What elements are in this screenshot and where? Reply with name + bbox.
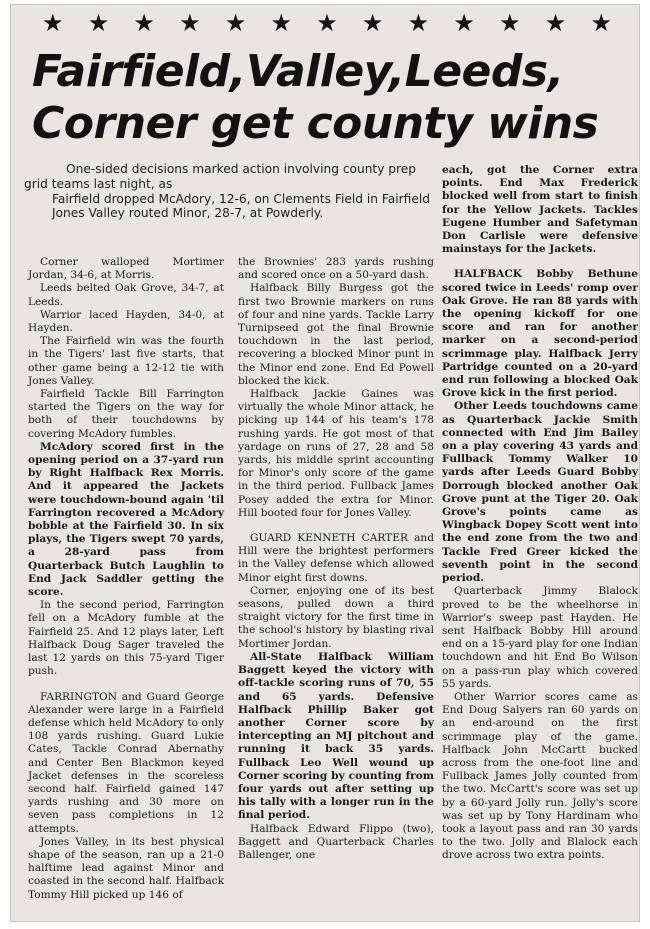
star-icon: ★ [407,9,430,37]
paragraph: McAdory scored first in the opening period on a 37-yard run by Right Halfback Rex Morris. And it appeared the Jackets were touchdown-bound again 'til Farrington recovered a McAdory bobble at the Fairfield 30. In six plays, the Tigers swept 70 yards, a 28-yard pass from Quarterback Butch Laughlin to End Jack Saddler getting the score. [28,440,224,599]
star-icon: ★ [133,9,155,37]
article-column-3 [442,164,638,863]
paragraph: The Fairfield win was the fourth in the Tigers' last five starts, that other game being a 12-12 tie with Jones Valley. [28,335,224,387]
paragraph: GUARD KENNETH CARTER and Hill were the brightest performers in the Valley defense which allowed Minor eight first downs. [238,532,434,584]
paragraph: FARRINGTON and Guard George Alexander were large in a Fairfield defense which held McAdory to only 108 yards rushing. Guard Lukie Cates, Tackle Conrad Abernathy and Center Ben Blackmon keyed Jacket defenses in the scoreless second half. Fairfield gained 147 yards rushing and 30 more on seven pass completions in 12 attempts. [28,690,224,835]
paragraph: In the second period, Farrington fell on a McAdory fumble at the Fairfield 25. And 12 plays later, Left Halfback Doug Sager traveled the last 12 yards on this 75-yard Tiger push. [28,599,224,678]
newspaper-clipping [10,4,640,922]
article-column-2 [238,256,434,862]
intro-paragraph: Jones Valley routed Minor, 28-7, at Powderly. [52,206,324,221]
paragraph: All-State Halfback William Baggett keyed the victory with off-tackle scoring runs of 70, 55 and 65 yards. Defensive Halfback Phillip Baker got another Corner score by intercepting an MJ pitchout and running it back 35 yards. Fullback Leo Well wound up Corner scoring by counting from four yards out after setting up his tally with a longer run in the final period. [238,650,434,822]
star-icon: ★ [361,9,384,37]
star-icon: ★ [316,9,338,37]
headline-line-2: Corner get county wins [32,98,599,149]
intro-paragraph: Fairfield dropped McAdory, 12-6, on Clements Field in Fairfield [52,191,430,206]
star-icon: ★ [87,9,110,37]
paragraph: each, got the Corner extra points. End Max Frederick blocked well from start to finish for the Yellow Jackets. Tackles Eugene Humber and Safetyman Don Carlisle were defensive mainstays for the Jackets. [442,164,638,256]
paragraph: Other Warrior scores came as End Doug Salyers ran 60 yards on an end-around on the first scrimmage play of the game. Halfback John McCartt bucked across from the one-foot line and Fullback James Jolly counted from the two. McCartt's score was set up by a 60-yard Jolly run. Jolly's score was set up by Tony Hardinam who took a layout pass and ran 30 yards to the two. Jolly and Blalock each drove across two extra points. [442,690,638,862]
paragraph: Warrior laced Hayden, 34-0, at Hayden. [28,308,224,335]
paragraph: Halfback Billy Burgess got the first two Brownie markers on runs of four and nine yards. Tackle Larry Turnipseed got the final Brownie touchdown in the last period, recovering a blocked Minor punt in the Minor end zone. End Ed Powell blocked the kick. [238,282,434,387]
paragraph: the Brownies' 283 yards rushing and scored once on a 50-yard dash. [238,256,434,282]
paragraph: Halfback Edward Flippo (two), Baggett and Quarterback Charles Ballenger, one [238,822,434,861]
intro-deck [24,162,434,221]
star-icon: ★ [544,9,567,37]
paragraph: Jones Valley, in its best physical shape of the season, ran up a 21-0 halftime lead against Minor and coasted in the second half. Halfback Tommy Hill picked up 146 of [28,835,224,901]
intro-paragraph: One-sided decisions marked action involving county prep grid teams last night, as [24,162,417,191]
headline-line-1: Fairfield,Valley,Leeds, [32,46,564,97]
article-column-1 [28,256,224,902]
star-icon: ★ [224,9,247,37]
paragraph: Corner walloped Mortimer Jordan, 34-6, at Morris. [28,256,224,282]
paragraph: Halfback Jackie Gaines was virtually the whole Minor attack, he picking up 144 of his team's 178 rushing yards. He got most of that yardage on runs of 27, 28 and 58 yards, his middle sprint accounting for Minor's only score of the game in the third period. Fullback James Posey added the extra for Minor. Hill booted four for Jones Valley. [238,388,434,519]
paragraph: Corner, enjoying one of its best seasons, pulled down a third straight victory for the first time in the school's history by blasting rival Mortimer Jordan. [238,584,434,650]
star-icon: ★ [499,9,521,37]
star-icon: ★ [453,9,475,37]
paragraph: HALFBACK Bobby Bethune scored twice in Leeds' romp over Oak Grove. He ran 88 yards with the opening kickoff for one score and ran for another marker on a second-period scrimmage play. Halfback Jerry Partridge counted on a 20-yard end run following a blocked Oak Grove kick in the first period. [442,268,638,400]
star-icon: ★ [179,9,201,37]
paragraph: Other Leeds touchdowns came as Quarterback Jackie Smith connected with End Jim Bailey on a play covering 43 yards and Fullback Tommy Walker 10 yards after Leeds Guard Bobby Dorrough blocked another Oak Grove punt at the Tiger 20. Oak Grove's points came as Wingback Dopey Scott went into the end zone from the two and Tackle Fred Greer kicked the seventh point in the second period. [442,400,638,585]
star-icon: ★ [270,9,293,37]
star-icon: ★ [590,9,612,37]
paragraph: Leeds belted Oak Grove, 34-7, at Leeds. [28,282,224,308]
star-banner [22,10,632,36]
headline [32,46,632,150]
star-icon: ★ [42,9,64,37]
paragraph: Fairfield Tackle Bill Farrington started the Tigers on the way for both of their touchdowns by covering McAdory fumbles. [28,388,224,440]
paragraph: Quarterback Jimmy Blalock proved to be the wheelhorse in Warrior's sweep past Hayden. He sent Halfback Bobby Hill around end on a 15-yard play for one Indian touchdown and hit End Bo Wilson on a pass-run play which covered 55 yards. [442,585,638,690]
